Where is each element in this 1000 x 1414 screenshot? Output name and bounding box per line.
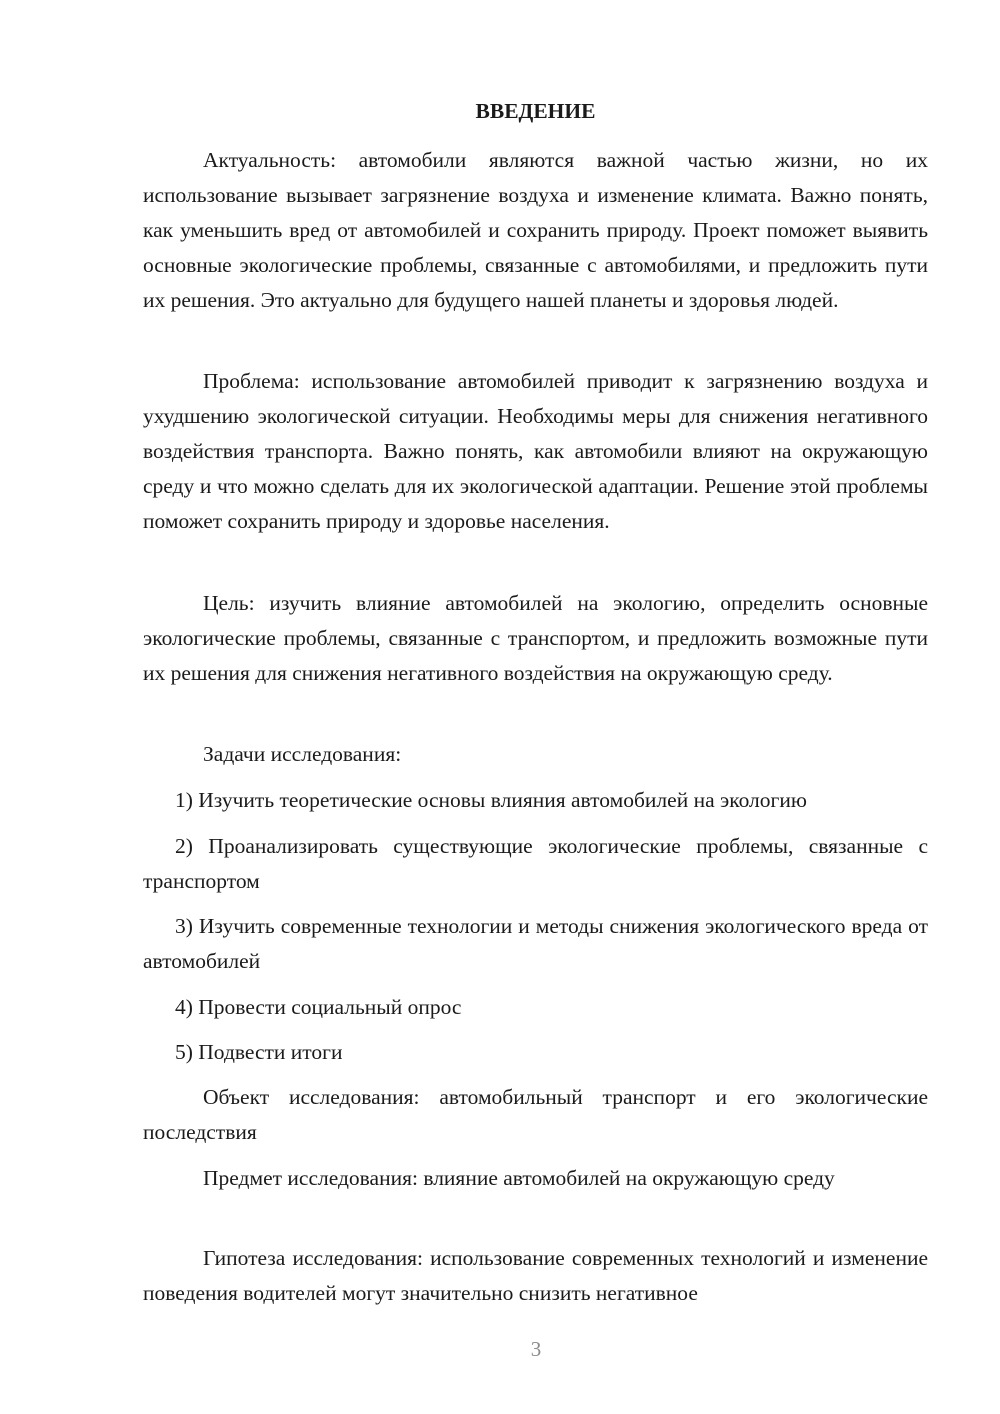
paragraph-goal: Цель: изучить влияние автомобилей на экологию, определить основные экологические проблемы, связанные с транспортом, и предложить возможные пути их решения для снижения негативного воздействия на окружающую среду. bbox=[143, 591, 928, 685]
paragraph-object: Объект исследования: автомобильный транспорт и его экологические последствия bbox=[143, 1085, 928, 1144]
paragraph-problem: Проблема: использование автомобилей приводит к загрязнению воздуха и ухудшению экологической ситуации. Необходимы меры для снижения негативного воздействия транспорта. Важно понять, как автомобили влияют на окружающую среду и что можно сделать для их экологической адаптации. Решение этой проблемы поможет сохранить природу и здоровье населения. bbox=[143, 369, 928, 533]
page-number: 3 bbox=[530, 1337, 542, 1361]
task-item-1: 1) Изучить теоретические основы влияния автомобилей на экологию bbox=[175, 788, 807, 812]
paragraph-hypothesis: Гипотеза исследования: использование современных технологий и изменение поведения водителей могут значительно снизить негативное bbox=[143, 1246, 928, 1305]
task-item-2: 2) Проанализировать существующие экологические проблемы, связанные с транспортом bbox=[143, 834, 928, 893]
section-title: ВВЕДЕНИЕ bbox=[475, 99, 596, 123]
paragraph-relevance: Актуальность: автомобили являются важной частью жизни, но их использование вызывает загрязнение воздуха и изменение климата. Важно понять, как уменьшить вред от автомобилей и сохранить природу. Проект поможет выявить основные экологические проблемы, связанные с автомобилями, и предложить пути их решения. Это актуально для будущего нашей планеты и здоровья людей. bbox=[143, 148, 928, 312]
paragraph-tasks-heading: Задачи исследования: bbox=[203, 742, 402, 766]
paragraph-subject: Предмет исследования: влияние автомобилей на окружающую среду bbox=[203, 1166, 835, 1190]
task-item-3: 3) Изучить современные технологии и методы снижения экологического вреда от автомобилей bbox=[143, 914, 928, 973]
task-item-5: 5) Подвести итоги bbox=[175, 1040, 343, 1064]
task-item-4: 4) Провести социальный опрос bbox=[175, 995, 462, 1019]
